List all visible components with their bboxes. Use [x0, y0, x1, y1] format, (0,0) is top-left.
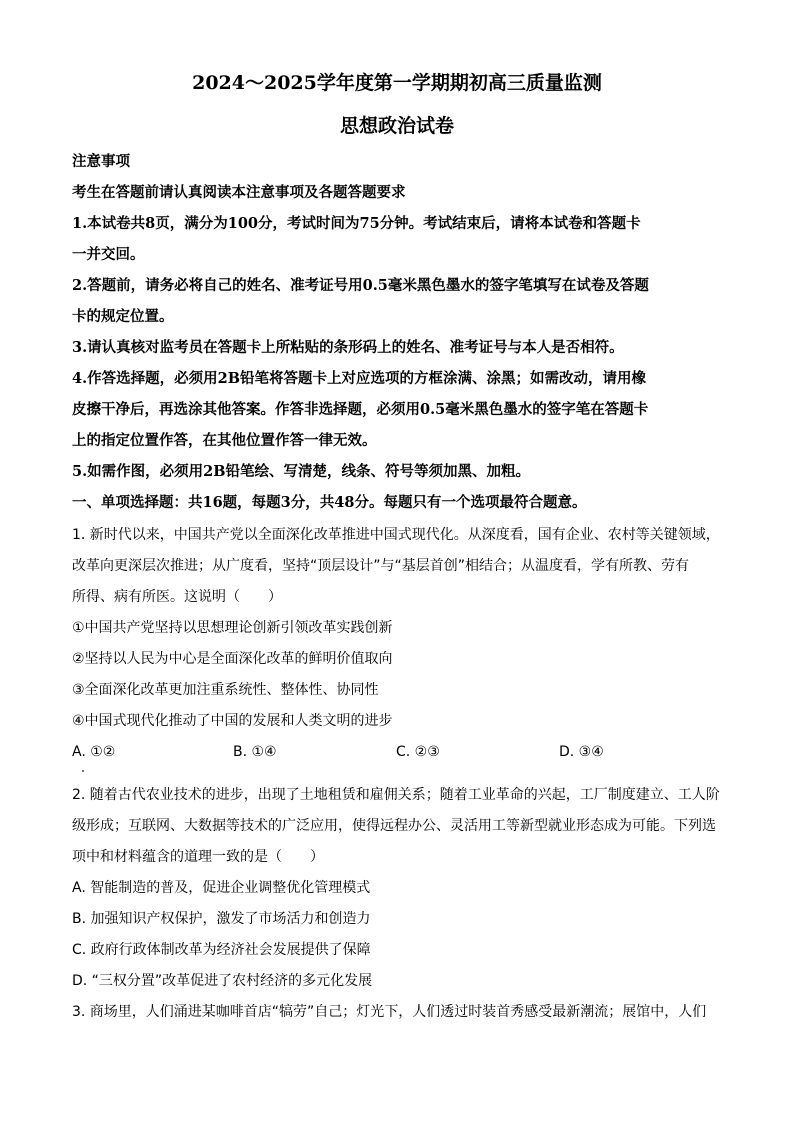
- notice-line: 卡的规定位置。: [72, 308, 174, 325]
- q2-stem-line: 2. 随着古代农业技术的进步，出现了土地租赁和雇佣关系；随着工业革命的兴起，工厂制度建立、工人阶: [72, 787, 720, 803]
- q1-statement: ③全面深化改革更加注重系统性、整体性、协同性: [72, 682, 379, 698]
- exam-title: 2024～2025学年度第一学期期初高三质量监测: [192, 72, 602, 94]
- q1-option-a: A. ①②: [72, 744, 116, 760]
- q1-stem-line: 改革向更深层次推进；从广度看，坚持“顶层设计”与“基层首创”相结合；从温度看，学有所教、劳有: [72, 558, 690, 574]
- q1-statement: ④中国式现代化推动了中国的发展和人类文明的进步: [72, 713, 393, 729]
- notice-heading: 注意事项: [72, 153, 130, 170]
- stray-dot: [82, 770, 84, 772]
- q2-stem-line: 级形成；互联网、大数据等技术的广泛应用，使得远程办公、灵活用工等新型就业形态成为可能。下列选: [72, 818, 716, 834]
- notice-line: 3.请认真核对监考员在答题卡上所粘贴的条形码上的姓名、准考证号与本人是否相符。: [72, 339, 624, 356]
- notice-line: 皮擦干净后，再选涂其他答案。作答非选择题，必须用0.5毫米黑色墨水的签字笔在答题卡: [72, 401, 649, 418]
- notice-line: 5.如需作图，必须用2B铅笔绘、写清楚，线条、符号等须加黑、加粗。: [72, 463, 530, 480]
- q2-option-a: A. 智能制造的普及，促进企业调整优化管理模式: [72, 880, 371, 896]
- q1-option-b: B. ①④: [233, 744, 277, 760]
- notice-line: 2.答题前，请务必将自己的姓名、准考证号用0.5毫米黑色墨水的签字笔填写在试卷及答题: [72, 277, 649, 294]
- q2-option-c: C. 政府行政体制改革为经济社会发展提供了保障: [72, 942, 371, 958]
- exam-subject: 思想政治试卷: [339, 115, 454, 137]
- q1-stem-line: 1. 新时代以来，中国共产党以全面深化改革推进中国式现代化。从深度看，国有企业、农村等关键领域，: [72, 527, 720, 543]
- q1-statement: ②坚持以人民为中心是全面深化改革的鲜明价值取向: [72, 651, 393, 667]
- q2-option-d: D. “三权分置”改革促进了农村经济的多元化发展: [72, 973, 373, 989]
- q3-stem-line: 3. 商场里，人们涌进某咖啡首店“犒劳”自己；灯光下，人们透过时装首秀感受最新潮流；展馆中，人们: [72, 1004, 707, 1020]
- q1-option-c: C. ②③: [396, 744, 440, 760]
- q2-option-b: B. 加强知识产权保护，激发了市场活力和创造力: [72, 911, 371, 927]
- q2-stem-line: 项中和材料蕴含的道理一致的是（ ）: [72, 849, 324, 865]
- notice-line: 一并交回。: [72, 246, 145, 263]
- notice-line: 4.作答选择题，必须用2B铅笔将答题卡上对应选项的方框涂满、涂黑；如需改动，请用橡: [72, 370, 646, 387]
- q1-option-d: D. ③④: [559, 744, 604, 760]
- q1-stem-line: 所得、病有所医。这说明（ ）: [72, 589, 282, 605]
- q1-statement: ①中国共产党坚持以思想理论创新引领改革实践创新: [72, 620, 393, 636]
- notice-line: 上的指定位置作答，在其他位置作答一律无效。: [72, 432, 377, 449]
- section-heading: 一、单项选择题：共16题，每题3分，共48分。每题只有一个选项最符合题意。: [72, 494, 587, 511]
- notice-intro: 考生在答题前请认真阅读本注意事项及各题答题要求: [72, 184, 406, 201]
- notice-line: 1.本试卷共8页，满分为100分，考试时间为75分钟。考试结束后，请将本试卷和答题卡: [72, 215, 641, 232]
